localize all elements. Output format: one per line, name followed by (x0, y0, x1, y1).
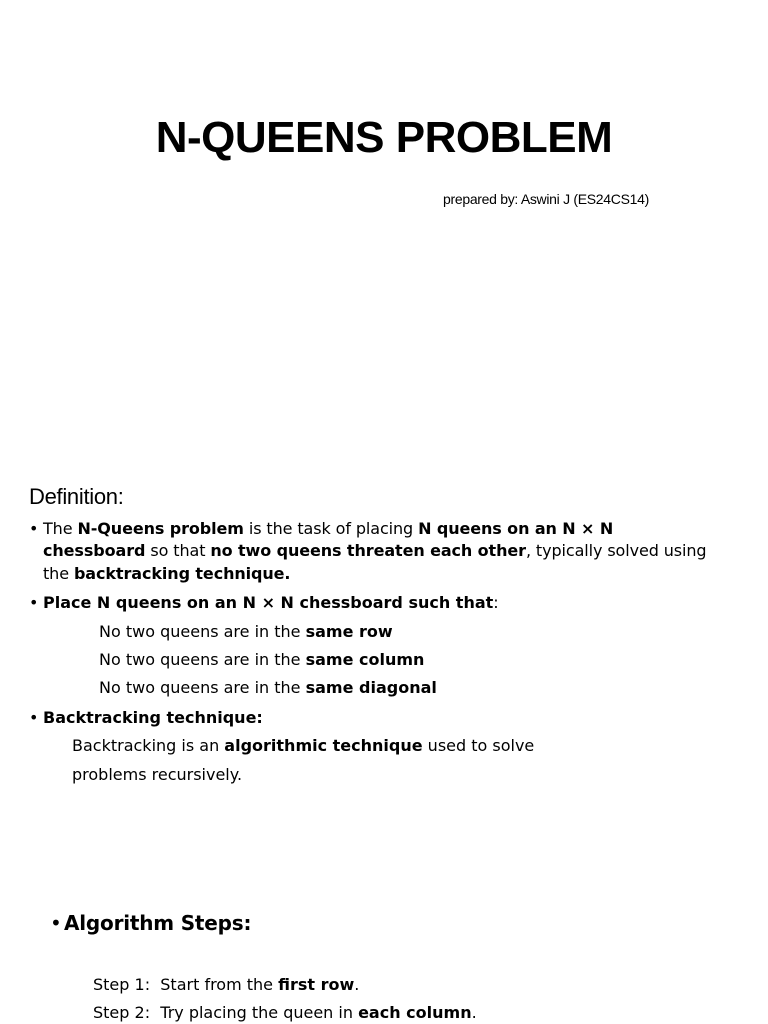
bold-text: Backtracking technique: (43, 708, 263, 727)
text: , typically solved using (525, 541, 707, 560)
bold-text: algorithmic technique (224, 736, 423, 755)
bold-text: Place N queens on an N × N chessboard such that (43, 593, 494, 612)
bold-text: same diagonal (305, 678, 437, 697)
bold-text: N queens on an N × N (418, 519, 614, 538)
text: Backtracking is an (72, 736, 225, 755)
text: Try placing the queen in (160, 1003, 359, 1022)
backtracking-heading (43, 707, 263, 729)
backtracking-description-line-1 (72, 735, 534, 757)
bullet-marker: • (29, 593, 39, 612)
bold-text: each column (358, 1003, 472, 1022)
backtracking-description-line-2: problems recursively. (72, 765, 243, 784)
text: so that (145, 541, 211, 560)
algorithm-step-2 (93, 1002, 477, 1024)
bullet-marker: • (29, 519, 39, 538)
text: the (43, 564, 74, 583)
step-label: Step 2: (93, 1003, 151, 1022)
bold-text: N-Queens problem (77, 519, 244, 538)
prepared-by: prepared by: Aswini J (ES24CS14) (443, 191, 649, 207)
bold-text: chessboard (43, 541, 146, 560)
bullet-marker: • (29, 708, 39, 727)
text: The (43, 519, 78, 538)
text: . (354, 975, 360, 994)
rule-same-row (99, 621, 393, 643)
definition-item-1 (43, 518, 723, 585)
bullet-marker: • (50, 911, 62, 935)
text: Start from the (160, 975, 279, 994)
bold-text: backtracking technique. (73, 564, 291, 583)
bold-text: first row (278, 975, 355, 994)
text: : (493, 593, 499, 612)
text: is the task of placing (243, 519, 419, 538)
bold-text: no two queens threaten each other (210, 541, 526, 560)
rule-same-diagonal (99, 677, 437, 699)
definition-item-2 (43, 592, 723, 614)
rule-same-column (99, 649, 424, 671)
step-label: Step 1: (93, 975, 151, 994)
text: No two queens are in the (99, 650, 306, 669)
page-title: N-QUEENS PROBLEM (155, 113, 613, 162)
algorithm-step-1 (93, 974, 359, 996)
text: used to solve (422, 736, 535, 755)
text: No two queens are in the (99, 622, 306, 641)
bold-text: same column (305, 650, 425, 669)
text: No two queens are in the (99, 678, 306, 697)
text: . (471, 1003, 477, 1022)
bold-text: same row (305, 622, 393, 641)
algorithm-heading: Algorithm Steps: (64, 911, 252, 935)
definition-heading: Definition: (29, 484, 124, 509)
